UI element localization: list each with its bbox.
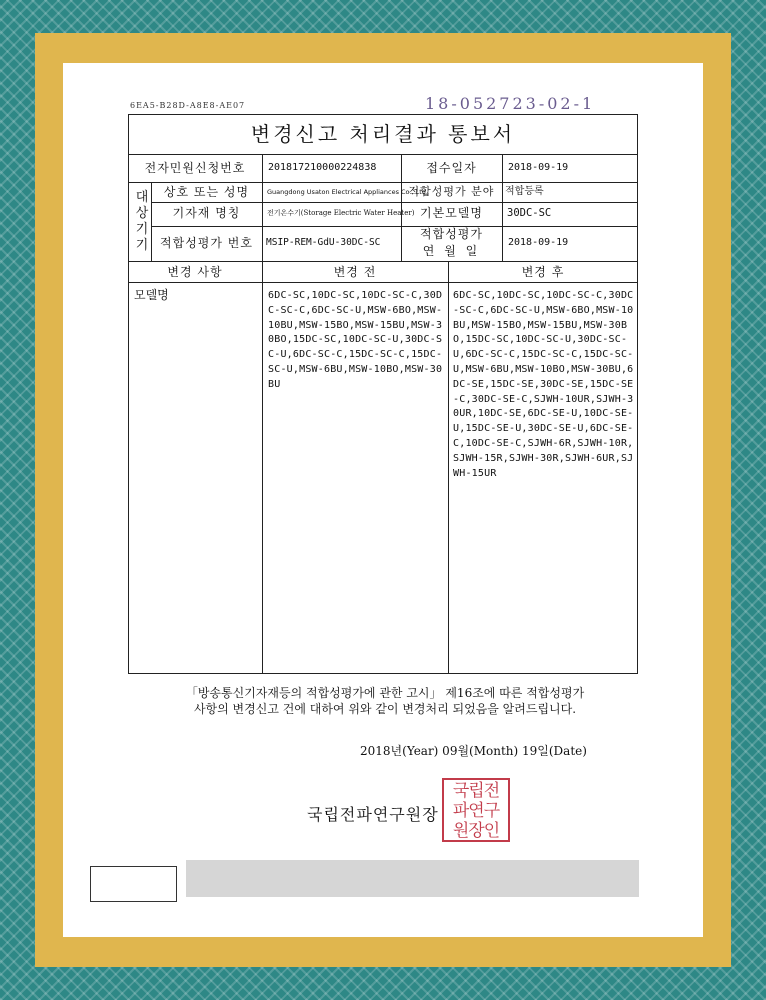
- official-seal: [442, 778, 510, 842]
- cert-date-label-2: 연 월 일: [422, 244, 481, 258]
- assessment-field-value: 적합등록: [505, 186, 544, 197]
- after-header: 변경 후: [521, 265, 565, 279]
- application-number-value: 201817210000224838: [268, 162, 377, 173]
- change-item-header: 변경 사항: [167, 265, 223, 279]
- change-item: 모델명: [134, 288, 169, 302]
- signer-name: 국립전파연구원장: [307, 805, 439, 824]
- issue-date: 2018년(Year) 09월(Month) 19일(Date): [360, 744, 587, 758]
- seal-line-1: 국립전: [452, 781, 500, 801]
- verification-code: 6EA5-B28D-A8E8-AE07: [130, 101, 246, 110]
- receipt-date-value: 2018-09-19: [508, 162, 569, 173]
- models-before: 6DC-SC,10DC-SC,10DC-SC-C,30DC-SC-C,6DC-SC-U,MSW-6BO,MSW-10BU,MSW-15BO,MSW-15BU,MSW-30BO,15DC-SC,10DC-SC-U,30DC-SC-U,6DC-SC-C,15DC-SC-C,15DC-SC-U,MSW-6BU,MSW-10BO,MSW-30BU: [268, 290, 443, 390]
- models-after: 6DC-SC,10DC-SC,10DC-SC-C,30DC-SC-C,6DC-SC-U,MSW-6BO,MSW-10BU,MSW-15BO,MSW-15BU,MSW-30BO,15DC-SC,10DC-SC-U,30DC-SC-U,6DC-SC-C,15DC-SC-C,15DC-SC-U,MSW-6BU,MSW-10BO,MSW-30BU,6DC-SE,15DC-SE,30DC-SE,15DC-SE-C,30DC-SE-C,SJWH-10UR,SJWH-30UR,10DC-SE,6DC-SE-U,10DC-SE-U,15DC-SE-U,30DC-SE-U,6DC-SE-C,10DC-SE-C,SJWH-6R,SJWH-10R,SJWH-15R,SJWH-30R,SJWH-6UR,SJWH-15UR: [453, 290, 634, 479]
- cert-date-label-1: 적합성평가: [420, 227, 483, 241]
- receipt-date-label: 접수일자: [426, 161, 477, 175]
- cert-date-value: 2018-09-19: [508, 237, 569, 248]
- document-title: 변경신고 처리결과 통보서: [250, 122, 516, 146]
- cert-number-label: 적합성평가 번호: [160, 236, 253, 250]
- notice-line-2: 사항의 변경신고 건에 대하여 위와 같이 변경처리 되었음을 알려드립니다.: [193, 702, 577, 716]
- assessment-field-label: 적합성평가 분야: [408, 185, 495, 198]
- before-header: 변경 전: [333, 265, 377, 279]
- seal-line-2: 파연구: [452, 801, 500, 821]
- company-label: 상호 또는 성명: [163, 185, 250, 199]
- notice-line-1: 「방송통신기자재등의 적합성평가에 관한 고시」 제16조에 따른 적합성평가: [185, 686, 585, 700]
- footer-bar: [186, 860, 639, 897]
- cert-number-value: MSIP-REM-GdU-30DC-SC: [266, 237, 381, 248]
- company-value: Guangdong Usaton Electrical Appliances Co., Ltd.: [267, 188, 428, 196]
- target-device-label: 대상기기: [135, 190, 149, 253]
- basic-model-value: 30DC-SC: [507, 207, 552, 219]
- document-number: 18-052723-02-1: [425, 94, 596, 113]
- footer-box: [90, 866, 177, 902]
- application-number-label: 전자민원신청번호: [144, 161, 246, 175]
- seal-line-3: 원장인: [452, 821, 500, 841]
- equipment-name-value: 전기온수기(Storage Electric Water Heater): [267, 209, 415, 217]
- equipment-name-label: 기자재 명칭: [172, 206, 241, 220]
- basic-model-label: 기본모델명: [420, 206, 483, 220]
